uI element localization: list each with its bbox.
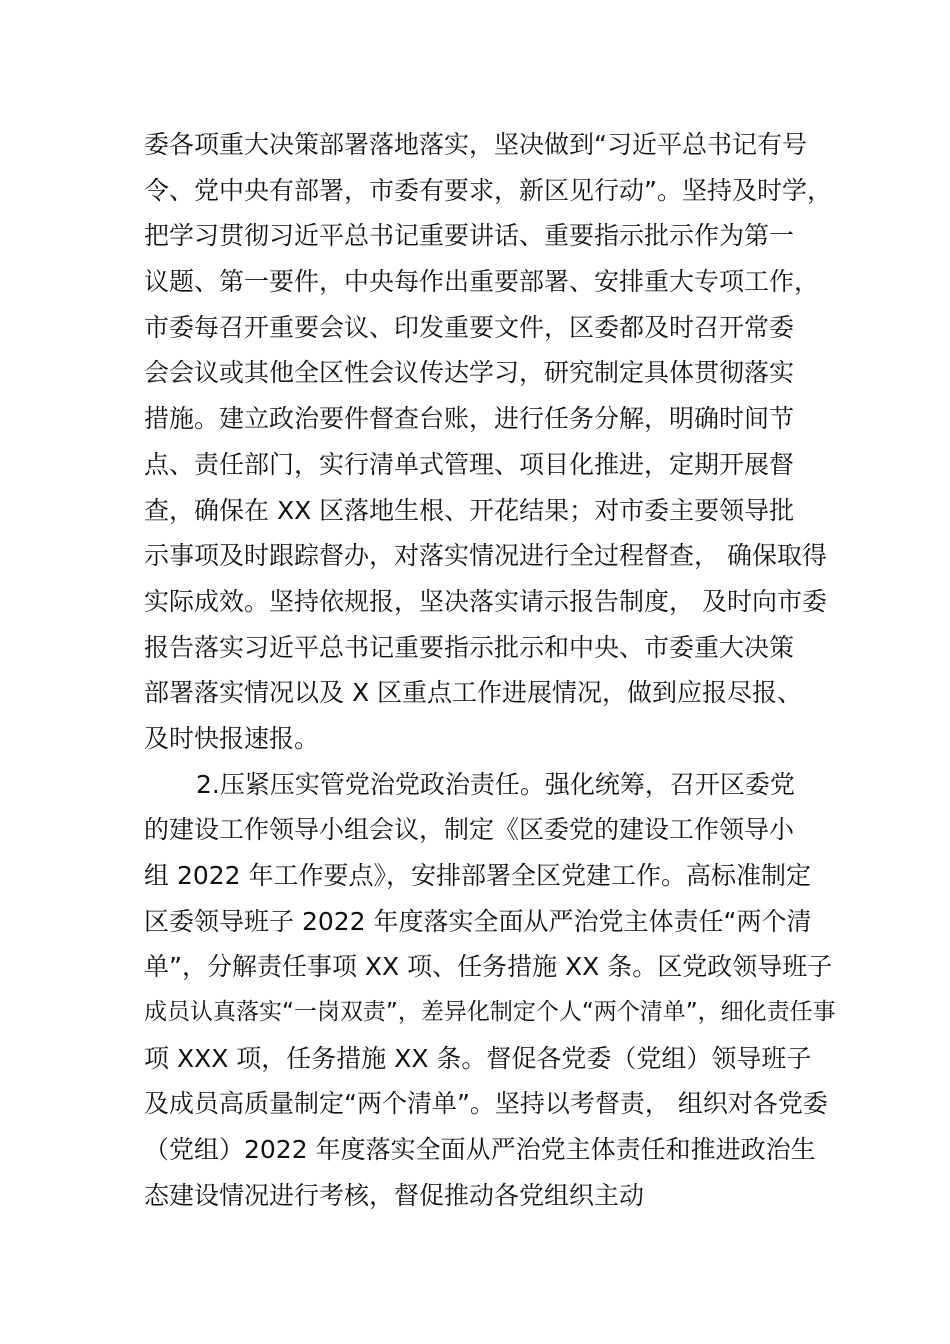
text-line: 态建设情况进行考核，督促推动各党组织主动 xyxy=(144,1180,645,1210)
text-line: 委各项重大决策部署落地落实，坚决做到“习近平总书记有号 xyxy=(144,130,807,159)
text-line: 成员认真落实“一岗双责”，差异化制定个人“两个清单”，细化责任事 xyxy=(144,999,836,1026)
text-line: 项 XXX 项，任务措施 XX 条。督促各党委（党组）领导班子 xyxy=(144,1043,812,1073)
text-line: 示事项及时跟踪督办，对落实情况进行全过程督查， 确保取得 xyxy=(144,541,827,571)
text-line: 单”，分解责任事项 XX 项、任务措施 XX 条。区党政领导班子 xyxy=(144,952,833,982)
text-line: 点、责任部门，实行清单式管理、项目化推进，定期开展督 xyxy=(144,449,795,479)
text-line: 报告落实习近平总书记重要指示批示和中央、市委重大决策 xyxy=(144,632,795,662)
text-line: 会会议或其他全区性会议传达学习，研究制定具体贯彻落实 xyxy=(144,358,795,388)
text-line: 令、党中央有部署，市委有要求，新区见行动”。坚持及时学， xyxy=(144,175,832,205)
text-line: 市委每召开重要会议、印发重要文件，区委都及时召开常委 xyxy=(144,312,795,342)
text-line: 措施。建立政治要件督查台账，进行任务分解，明确时间节 xyxy=(144,404,795,434)
text-line: 及时快报速报。 xyxy=(144,723,320,753)
paragraph-2-first-line: 2.压紧压实管党治党政治责任。强化统筹，召开区委党 xyxy=(196,769,795,799)
text-line: 把学习贯彻习近平总书记重要讲话、重要指示批示作为第一 xyxy=(144,221,795,251)
text-line: 查，确保在 XX 区落地生根、开花结果；对市委主要领导批 xyxy=(144,495,795,525)
text-line: 议题、第一要件，中央每作出重要部署、安排重大专项工作， xyxy=(144,267,820,297)
text-line: 组 2022 年工作要点》，安排部署全区党建工作。高标准制定 xyxy=(144,861,812,890)
text-line: 实际成效。坚持依规报，坚决落实请示报告制度， 及时向市委 xyxy=(144,586,827,616)
text-line: 部署落实情况以及 X 区重点工作进展情况，做到应报尽报、 xyxy=(144,678,803,708)
body-text xyxy=(144,122,844,1219)
text-line: （党组）2022 年度落实全面从严治党主体责任和推进政治生 xyxy=(144,1135,816,1165)
text-line: 的建设工作领导小组会议，制定《区委党的建设工作领导小 xyxy=(144,815,795,845)
text-line: 及成员高质量制定“两个清单”。坚持以考督责， 组织对各党委 xyxy=(144,1089,828,1119)
text-line: 区委领导班子 2022 年度落实全面从严治党主体责任“两个清 xyxy=(144,906,812,936)
